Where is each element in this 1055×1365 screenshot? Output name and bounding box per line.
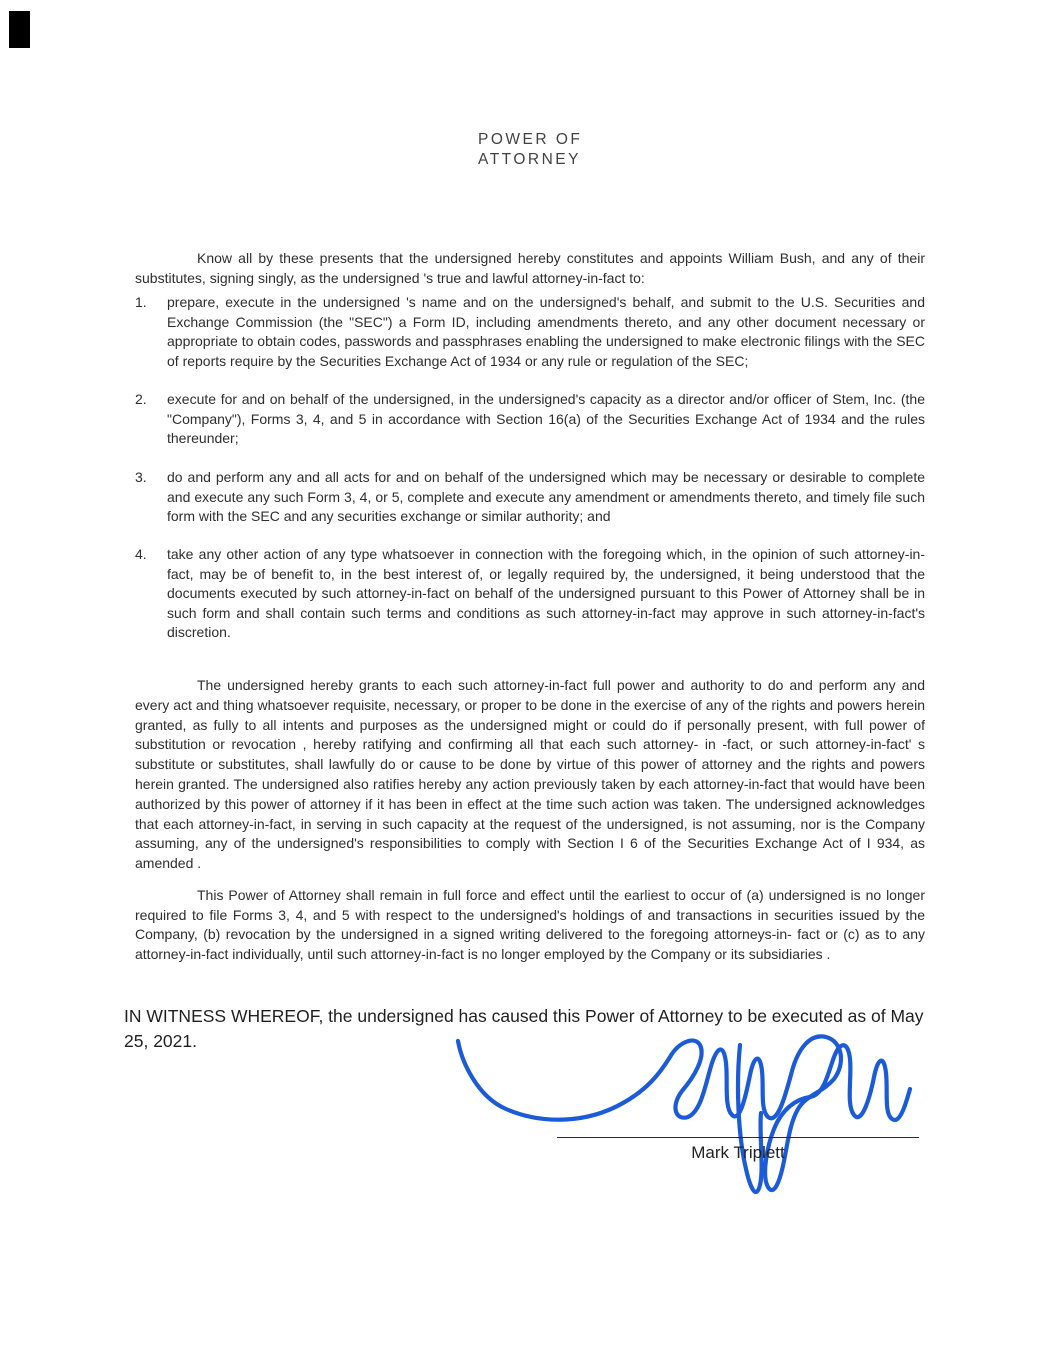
document-title-line1: POWER OF bbox=[478, 131, 583, 148]
duration-paragraph: This Power of Attorney shall remain in full force and effect until the earliest to occur of (a) undersigned is no longer required to file Forms 3, 4, and 5 with respect to the undersigned's holdings of and transactions in securities issued by the Company, (b) revocation by the undersigned in a signed writing delivered to the foregoing attorneys-in- fact or (c) as to any attorney-in-fact individually, until such attorney-in-fact is no longer employed by the Company or its subsidiaries . bbox=[135, 887, 925, 962]
list-item-1-text: prepare, execute in the undersigned 's name and on the undersigned's behalf, and submit to the U.S. Securities and Exchange Commission (the "SEC") a Form ID, including amendments thereto, and any other document necessary or appropriate to obtain codes, passwords and passphrases enabling the undersigned to make electronic filings with the SEC of reports require by the Securities Exchange Act of 1934 or any rule or regulation of the SEC; bbox=[167, 294, 926, 369]
intro-paragraph: Know all by these presents that the undersigned hereby constitutes and appoints William Bush, and any of their substitutes, signing singly, as the undersigned 's true and lawful attorney-in-fact to: bbox=[135, 250, 925, 286]
grant-paragraph: The undersigned hereby grants to each such attorney-in-fact full power and authority to do and perform any and every act and thing whatsoever requisite, necessary, or proper to be done in the exercise of any of the rights and powers herein granted, as fully to all intents and purposes as the undersigned might or could do if personally present, with full power of substitution or revocation , hereby ratifying and confirming all that each such attorney- in -fact, or such attorney-in-fact' s substitute or substitutes, shall lawfully do or cause to be done by virtue of this power of attorney and the rights and powers herein granted. The undersigned also ratifies hereby any action previously taken by each attorney-in-fact that would have been authorized by this power of attorney if it has been in effect at the time such action was taken. The undersigned acknowledges that each attorney-in-fact, in serving in such capacity at the request of the undersigned, is not assuming, nor is the Company assuming, any of the undersigned's responsibilities to comply with Section I 6 of the Securities Exchange Act of I 934, as amended . bbox=[135, 677, 925, 872]
signature-ink-image bbox=[448, 1033, 918, 1205]
list-item-3-number: 3. bbox=[135, 469, 147, 485]
document-title bbox=[478, 130, 582, 170]
list-item-4-text: take any other action of any type whatsoever in connection with the foregoing which, in the opinion of such attorney-in-fact, may be of benefit to, in the best interest of, or legally required by, the undersigned, it being understood that the documents executed by such attorney-in-fact on behalf of the undersigned pursuant to this Power of Attorney shall be in such form and shall contain such terms and conditions as such attorney-in-fact may approve in such attorney-in-fact's discretion. bbox=[167, 546, 925, 640]
list-item-3 bbox=[135, 468, 925, 527]
signer-name: Mark Triplett bbox=[691, 1143, 785, 1162]
list-item-2 bbox=[135, 390, 925, 449]
list-item-1 bbox=[135, 293, 925, 371]
list-item-4-number: 4. bbox=[135, 546, 147, 562]
list-item-3-text: do and perform any and all acts for and on behalf of the undersigned which may be necessary or desirable to complete and execute any such Form 3, 4, or 5, complete and execute any amendment or amendments thereto, and timely file such form with the SEC and any securities exchange or similar authority; and bbox=[167, 469, 925, 524]
list-item-1-number: 1. bbox=[135, 294, 147, 310]
list-item-4 bbox=[135, 545, 925, 643]
list-item-2-text: execute for and on behalf of the undersigned, in the undersigned's capacity as a director and/or officer of Stem, Inc. (the "Company"), Forms 3, 4, and 5 in accordance with Section 16(a) of the Securities Exchange Act of 1934 and the rules thereunder; bbox=[167, 391, 925, 446]
document-title-line2: ATTORNEY bbox=[478, 151, 581, 168]
scan-artifact-mark bbox=[9, 11, 30, 48]
signature-line bbox=[557, 1137, 919, 1138]
list-item-2-number: 2. bbox=[135, 391, 147, 407]
witness-clause: IN WITNESS WHEREOF, the undersigned has caused this Power of Attorney to be executed as of May 25, 2021. bbox=[124, 1005, 924, 1051]
